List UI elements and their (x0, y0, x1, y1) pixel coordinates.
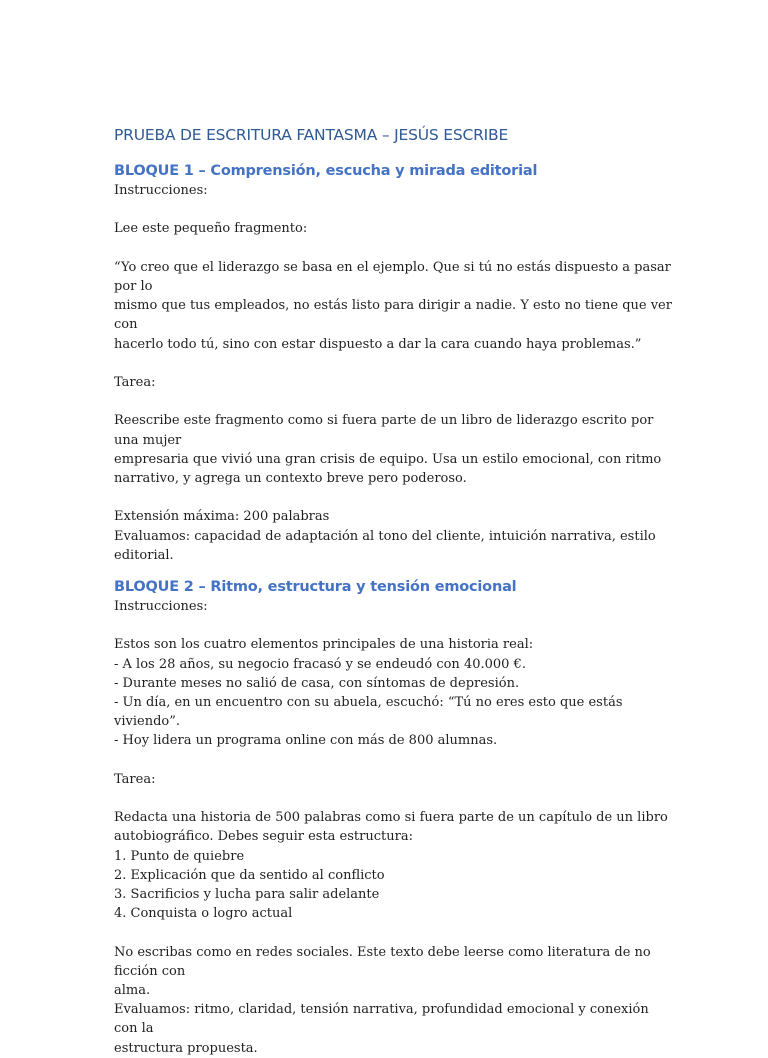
block2-structure-item: 3. Sacrificios y lucha para salir adelante (114, 886, 380, 902)
block1-evaluation: Evaluamos: capacidad de adaptación al tono del cliente, intuición narrativa, estilo editorial. (114, 528, 656, 563)
block1-task-line: empresaria que vivió una gran crisis de equipo. Usa un estilo emocional, con ritmo (114, 451, 662, 467)
block1-instructions-label: Instrucciones: (114, 183, 208, 198)
block1-task-line: narrativo, y agrega un contexto breve pero poderoso. (114, 470, 467, 486)
block1-quote-line: mismo que tus empleados, no estás listo para dirigir a nadie. Y esto no tiene que ver con (114, 298, 672, 333)
block2-element-item: - Hoy lidera un programa online con más de 800 alumnas. (114, 733, 498, 749)
block2-evaluation-line: estructura propuesta. (114, 1040, 258, 1056)
block2-instructions-label: Instrucciones: (114, 598, 208, 614)
block1-task-label: Tarea: (114, 374, 156, 390)
spacer (114, 239, 674, 258)
spacer (114, 751, 674, 770)
document-title: PRUEBA DE ESCRITURA FANTASMA – JESÚS ESCRIBE (114, 126, 509, 144)
spacer (114, 200, 674, 219)
spacer (114, 616, 674, 635)
block2-element-item: - A los 28 años, su negocio fracasó y se endeudó con 40.000 €. (114, 656, 526, 672)
document-page (114, 124, 674, 1058)
spacer (114, 488, 674, 507)
spacer (114, 565, 674, 577)
spacer (114, 923, 674, 942)
block2-structure-item: 1. Punto de quiebre (114, 848, 245, 864)
block2-note-line: No escribas como en redes sociales. Este texto debe leerse como literatura de no ficción con (114, 944, 651, 979)
block2-task-label: Tarea: (114, 771, 156, 787)
block1-quote-line: “Yo creo que el liderazgo se basa en el ejemplo. Que si tú no estás dispuesto a pasar por lo (114, 259, 671, 294)
block2-elements-intro: Estos son los cuatro elementos principales de una historia real: (114, 637, 534, 653)
spacer (114, 354, 674, 373)
block2-element-item: - Un día, en un encuentro con su abuela, escuchó: “Tú no eres esto que estás viviendo”. (114, 694, 623, 730)
block2-evaluation-line: Evaluamos: ritmo, claridad, tensión narrativa, profundidad emocional y conexión con la (114, 1002, 649, 1037)
block1-intro: Lee este pequeño fragmento: (114, 221, 308, 237)
block2-task-line: Redacta una historia de 500 palabras como si fuera parte de un capítulo de un libro (114, 810, 668, 826)
block1-task-line: Reescribe este fragmento como si fuera parte de un libro de liderazgo escrito por una mujer (114, 413, 654, 448)
block2-heading: BLOQUE 2 – Ritmo, estructura y tensión emocional (114, 578, 517, 595)
block2-structure-item: 2. Explicación que da sentido al conflicto (114, 867, 385, 883)
spacer (114, 789, 674, 808)
block1-heading: BLOQUE 1 – Comprensión, escucha y mirada editorial (114, 163, 538, 179)
block2-structure-item: 4. Conquista o logro actual (114, 906, 293, 922)
block1-extension: Extensión máxima: 200 palabras (114, 509, 330, 525)
block2-note-line: alma. (114, 982, 151, 998)
block2-element-item: - Durante meses no salió de casa, con síntomas de depresión. (114, 675, 520, 691)
spacer (114, 392, 674, 411)
block1-quote-line: hacerlo todo tú, sino con estar dispuesto a dar la cara cuando haya problemas.” (114, 336, 642, 352)
block2-task-line: autobiográfico. Debes seguir esta estructura: (114, 829, 413, 845)
